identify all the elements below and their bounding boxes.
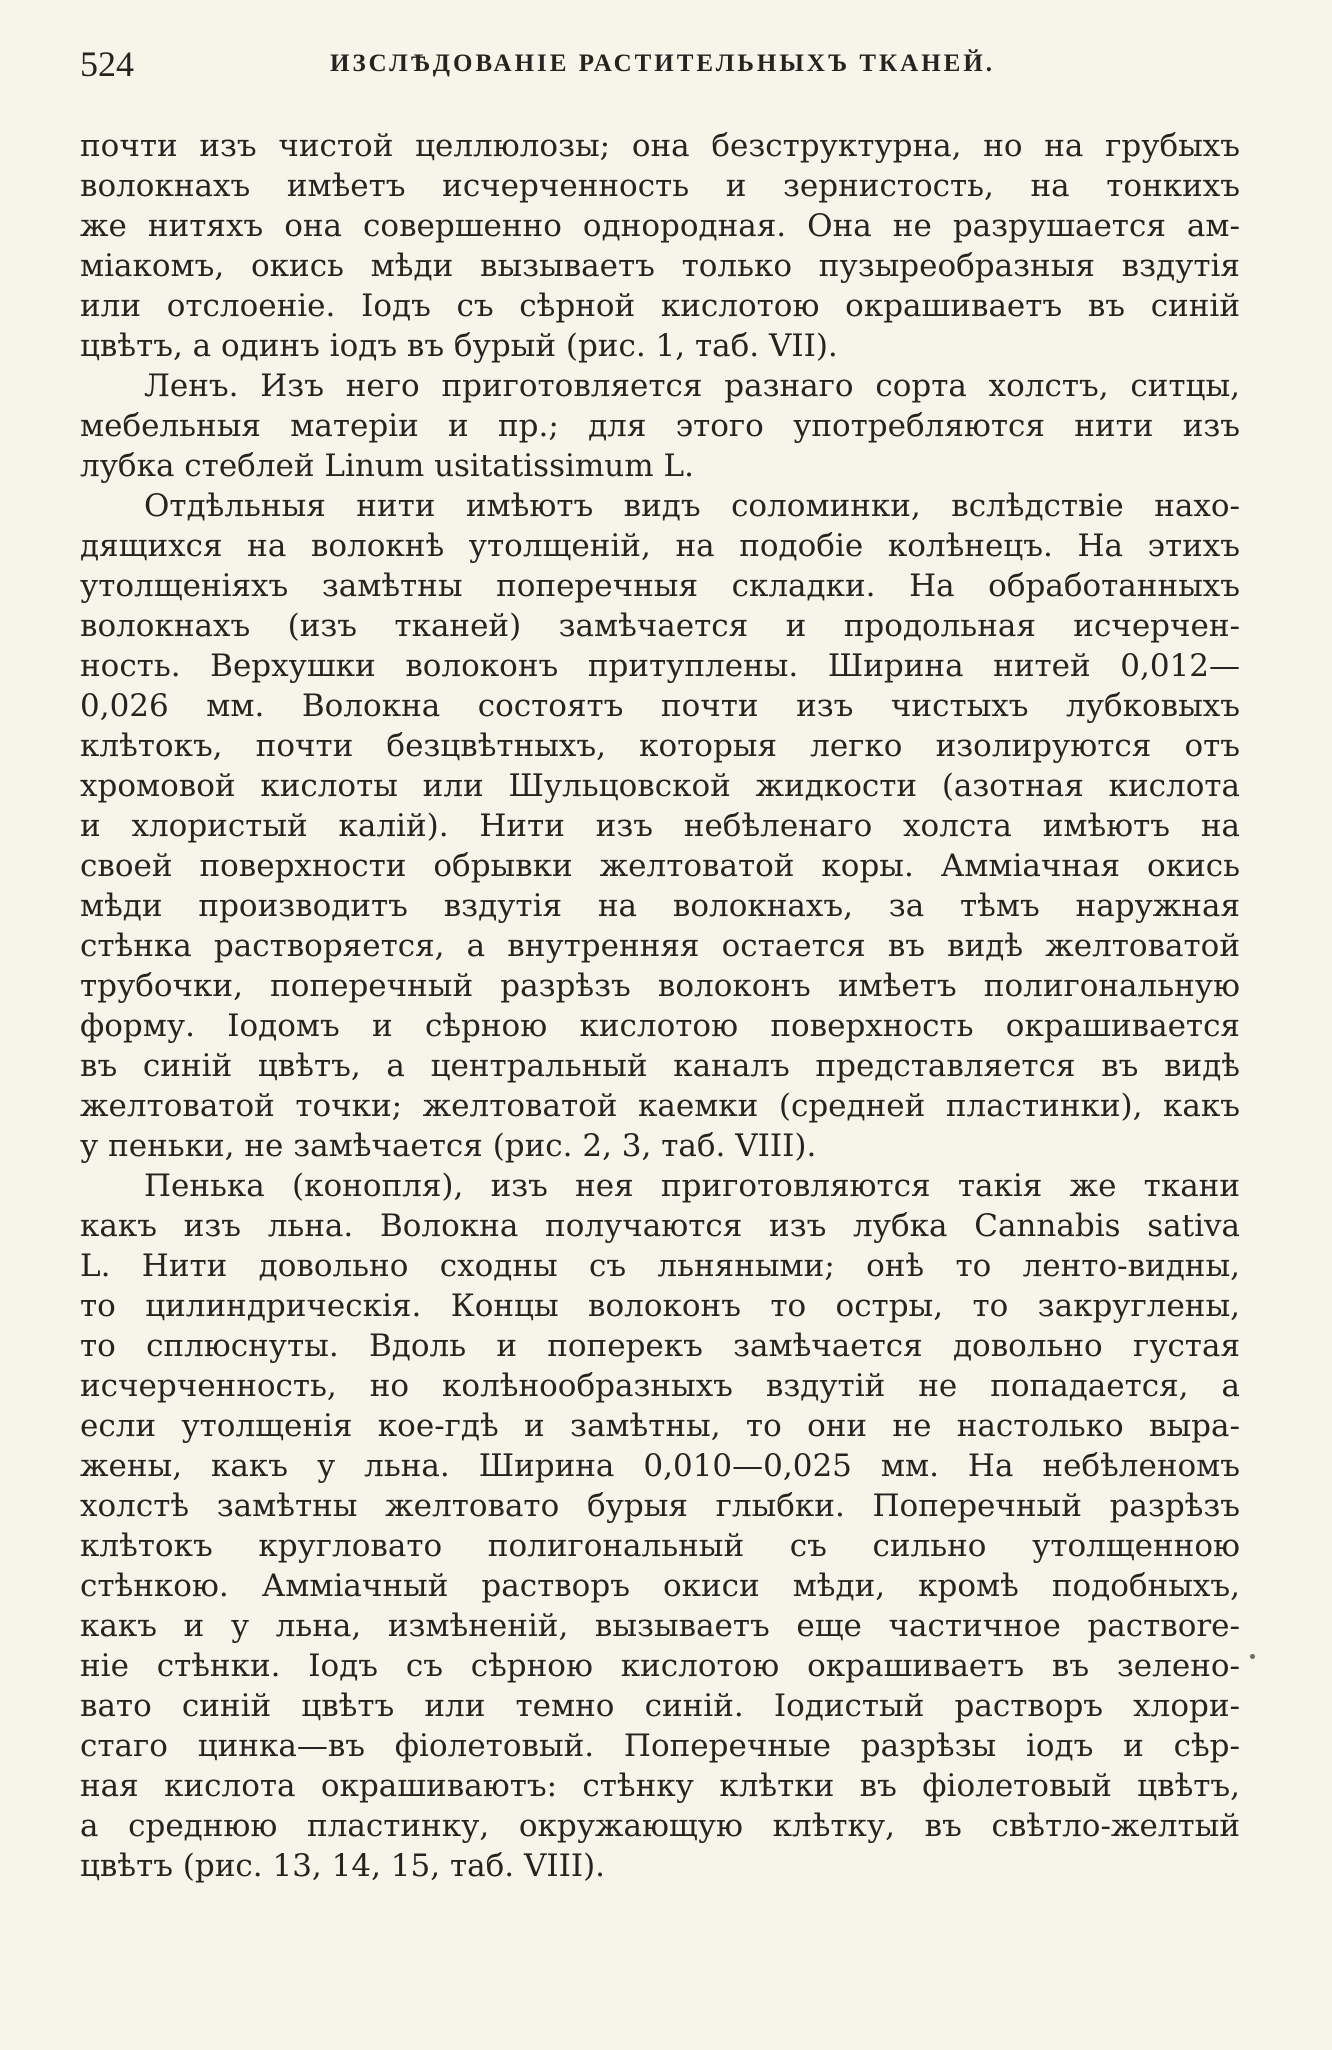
page-header	[80, 40, 1240, 88]
paragraph	[80, 1166, 1240, 1886]
text-line: 0,026 мм. Волокна состоятъ почти изъ чистыхъ лубковыхъ	[80, 688, 1240, 724]
text-line: какъ и у льна, измѣненій, вызываетъ еще частичное раствore-	[80, 1608, 1240, 1644]
text-line: лубка стеблей Linum usitatissimum L.	[80, 448, 694, 484]
text-line: L. Нити довольно сходны съ льняными; онѣ то ленто-видны,	[80, 1248, 1240, 1284]
text-line: Пенька (конопля), изъ нея приготовляются такія же ткани	[144, 1168, 1240, 1204]
text-line: волокнахъ (изъ тканей) замѣчается и продольная исчерчен-	[80, 608, 1240, 644]
text-line: волокнахъ имѣетъ исчерченность и зернистость, на тонкихъ	[80, 168, 1240, 204]
text-line: у пеньки, не замѣчается (рис. 2, 3, таб. VIII).	[80, 1128, 817, 1164]
text-line: ніе стѣнки. Іодъ съ сѣрною кислотою окрашиваетъ въ зелено-	[80, 1648, 1240, 1684]
text-line: мѣди производитъ вздутія на волокнахъ, за тѣмъ наружная	[80, 888, 1240, 924]
text-line: исчерченность, но колѣнообразныхъ вздутій не попадается, а	[80, 1368, 1240, 1404]
text-line: цвѣтъ, а одинъ іодъ въ бурый (рис. 1, таб. VII).	[80, 328, 838, 364]
text-line: стѣнка растворяется, а внутренняя остается въ видѣ желтоватой	[80, 928, 1240, 964]
page-number: 524	[80, 44, 134, 84]
text-line: форму. Іодомъ и сѣрною кислотою поверхность окрашивается	[80, 1008, 1240, 1044]
text-line: же нитяхъ она совершенно однородная. Она не разрушается ам-	[80, 208, 1240, 244]
text-line: Отдѣльныя нити имѣютъ видъ соломинки, вслѣдствіе нахо-	[144, 488, 1240, 524]
text-line: какъ изъ льна. Волокна получаются изъ лубка Cannabis sativa	[80, 1208, 1240, 1244]
text-line: мебельныя матеріи и пр.; для этого употребляются нити изъ	[80, 408, 1240, 444]
text-line: то цилиндрическія. Концы волоконъ то остры, то закруглены,	[80, 1288, 1240, 1324]
text-line: желтоватой точки; желтоватой каемки (средней пластинки), какъ	[80, 1088, 1240, 1124]
text-line: жены, какъ у льна. Ширина 0,010—0,025 мм. На небѣленомъ	[80, 1448, 1240, 1484]
text-line: дящихся на волокнѣ утолщеній, на подобіе колѣнецъ. На этихъ	[80, 528, 1240, 564]
text-line: клѣтокъ кругловато полигональный съ сильно утолщенною	[80, 1528, 1240, 1564]
print-speck	[1250, 1654, 1255, 1659]
text-line: то сплюснуты. Вдоль и поперекъ замѣчается довольно густая	[80, 1328, 1240, 1364]
text-line: клѣтокъ, почти безцвѣтныхъ, которыя легко изолируются отъ	[80, 728, 1240, 764]
text-line: и хлористый калій). Нити изъ небѣленаго холста имѣютъ на	[80, 808, 1240, 844]
text-line: стѣнкою. Амміачный растворъ окиси мѣди, кромѣ подобныхъ,	[80, 1568, 1240, 1604]
running-title: ИЗСЛѢДОВАНІЕ РАСТИТЕЛЬНЫХЪ ТКАНЕЙ.	[330, 50, 996, 77]
text-line: въ синій цвѣтъ, а центральный каналъ представляется въ видѣ	[80, 1048, 1240, 1084]
text-line: почти изъ чистой целлюлозы; она безструктурна, но на грубыхъ	[80, 128, 1240, 164]
text-line: міакомъ, окись мѣди вызываетъ только пузыреобразныя вздутія	[80, 248, 1240, 284]
text-line: ность. Верхушки волоконъ притуплены. Ширина нитей 0,012—	[80, 648, 1240, 684]
text-line: или отслоеніе. Іодъ съ сѣрной кислотою окрашиваетъ въ синій	[80, 288, 1240, 324]
text-line: цвѣтъ (рис. 13, 14, 15, таб. VIII).	[80, 1848, 606, 1884]
text-line: если утолщенія кое-гдѣ и замѣтны, то они не настолько выра-	[80, 1408, 1240, 1444]
body-text	[80, 126, 1240, 1886]
text-line: трубочки, поперечный разрѣзъ волоконъ имѣетъ полигональную	[80, 968, 1240, 1004]
text-line: а среднюю пластинку, окружающую клѣтку, въ свѣтло-желтый	[80, 1808, 1240, 1844]
paragraph	[80, 126, 1240, 366]
text-line: стаго цинка—въ фіолетовый. Поперечные разрѣзы іодъ и сѣр-	[80, 1728, 1240, 1764]
text-line: утолщеніяхъ замѣтны поперечныя складки. На обработанныхъ	[80, 568, 1240, 604]
text-line: ная кислота окрашиваютъ: стѣнку клѣтки въ фіолетовый цвѣтъ,	[80, 1768, 1240, 1804]
paragraph	[80, 486, 1240, 1166]
text-line: вато синій цвѣтъ или темно синій. Іодистый растворъ хлори-	[80, 1688, 1240, 1724]
text-line: Ленъ. Изъ него приготовляется разнаго сорта холстъ, ситцы,	[144, 368, 1240, 404]
paragraph	[80, 366, 1240, 486]
text-line: хромовой кислоты или Шульцовской жидкости (азотная кислота	[80, 768, 1240, 804]
text-line: своей поверхности обрывки желтоватой коры. Амміачная окись	[80, 848, 1240, 884]
text-line: холстѣ замѣтны желтовато бурыя глыбки. Поперечный разрѣзъ	[80, 1488, 1240, 1524]
